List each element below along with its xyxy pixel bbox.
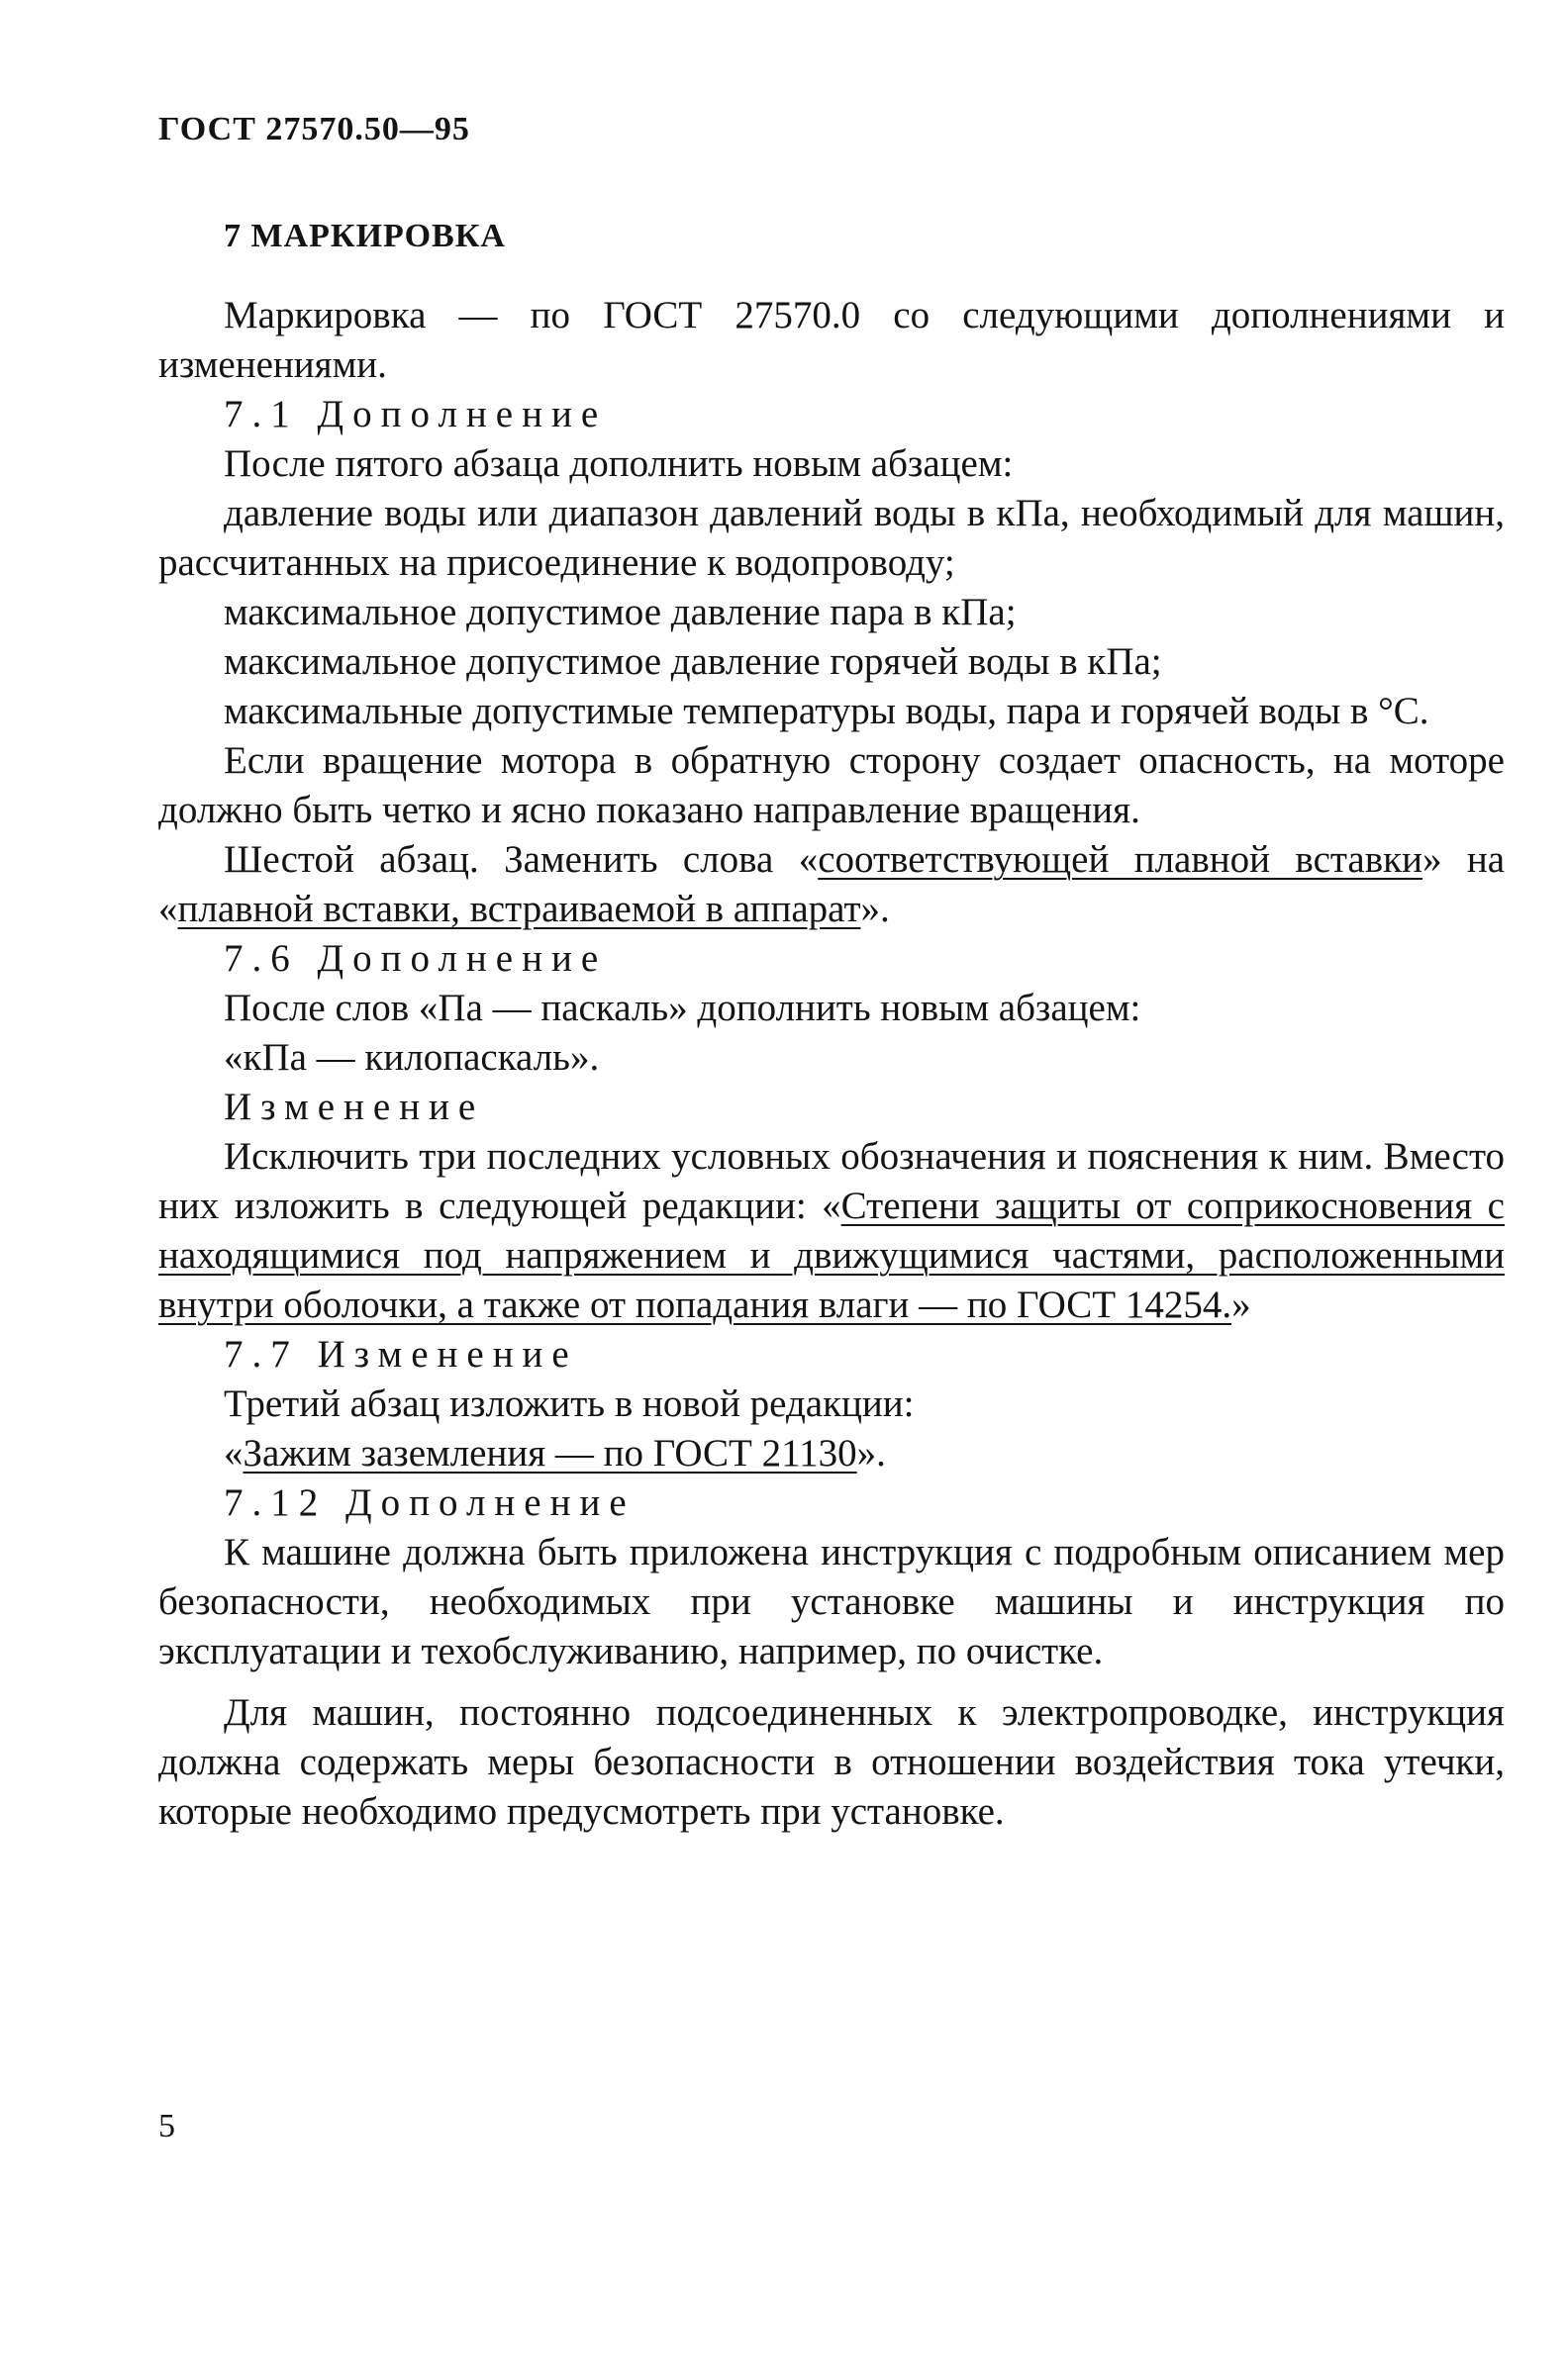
paragraph-7-12-p1: К машине должна быть приложена инструкция с подробным описанием мер безопасности, необходимых при установке машины и инструкция по эксплуатации и техобслуживанию, например, по очистке.: [158, 1531, 1505, 1672]
subsection-heading-7-1: 7.1 Дополнение: [224, 393, 608, 435]
paragraph-7-6-intro: После слов «Па — паскаль» дополнить новым абзацем:: [224, 987, 1141, 1029]
underlined-text: Зажим заземления — по ГОСТ 21130: [243, 1432, 857, 1475]
change-heading: Изменение: [224, 1086, 485, 1128]
subsection-heading-7-7: 7.7 Изменение: [224, 1333, 578, 1376]
subsection-heading-7-6: 7.6 Дополнение: [224, 937, 608, 980]
paragraph-7-12-p2: Для машин, постоянно подсоединенных к электропроводке, инструкция должна содержать меры безопасности в отношении воздействия тока утечки, которые необходимо предусмотреть при установке.: [158, 1691, 1505, 1833]
text-run: Шестой абзац. Заменить слова «: [224, 838, 819, 881]
text-run: Исключить три последних условных обозначения и пояснения к ним. Вместо них изложить в следующей редакции: «: [158, 1135, 1505, 1227]
text-run: ».: [856, 1432, 886, 1475]
paragraph-7-1-item-2: максимальное допустимое давление пара в кПа;: [224, 591, 1017, 633]
document-body: [158, 291, 1505, 1837]
paragraph-7-1-item-5: Если вращение мотора в обратную сторону создает опасность, на моторе должно быть четко и ясно показано направление вращения.: [158, 739, 1505, 831]
text-run: »: [1231, 1284, 1251, 1326]
text-run: » на «: [158, 838, 1506, 930]
paragraph-7-1-intro: После пятого абзаца дополнить новым абзацем:: [224, 442, 1014, 485]
document-header: ГОСТ 27570.50—95: [158, 111, 470, 147]
paragraph-7-1-item-1: давление воды или диапазон давлений воды в кПа, необходимый для машин, рассчитанных на присоединение к водопроводу;: [158, 492, 1505, 584]
paragraph-7-7-intro: Третий абзац изложить в новой редакции:: [224, 1382, 915, 1425]
paragraph-7-1-item-3: максимальное допустимое давление горячей воды в кПа;: [224, 640, 1162, 683]
paragraph-7-7-item: [158, 1429, 1505, 1478]
underlined-text: соответствующей плавной вставки: [818, 838, 1422, 881]
paragraph-change: [158, 1132, 1505, 1330]
section-title: 7 МАРКИРОВКА: [224, 218, 506, 254]
underlined-text: Степени защиты от соприкосновения с находящимися под напряжением и движущимися частями, расположенными внутри оболочки, а также от попадания влаги — по ГОСТ 14254.: [158, 1185, 1505, 1326]
text-run: «: [224, 1432, 244, 1475]
page-number: 5: [158, 2108, 175, 2144]
text-run: ».: [860, 888, 890, 930]
paragraph-gap: [158, 1676, 1505, 1688]
paragraph-7-6-item: «кПа — килопаскаль».: [224, 1036, 600, 1079]
paragraph-7-1-item-4: максимальные допустимые температуры воды, пара и горячей воды в °С.: [224, 690, 1429, 732]
paragraph-intro: Маркировка — по ГОСТ 27570.0 со следующими дополнениями и изменениями.: [158, 294, 1505, 386]
underlined-text: плавной вставки, встраиваемой в аппарат: [177, 888, 861, 930]
paragraph-7-1-item-6: [158, 835, 1505, 934]
subsection-heading-7-12: 7.12 Дополнение: [224, 1481, 636, 1524]
